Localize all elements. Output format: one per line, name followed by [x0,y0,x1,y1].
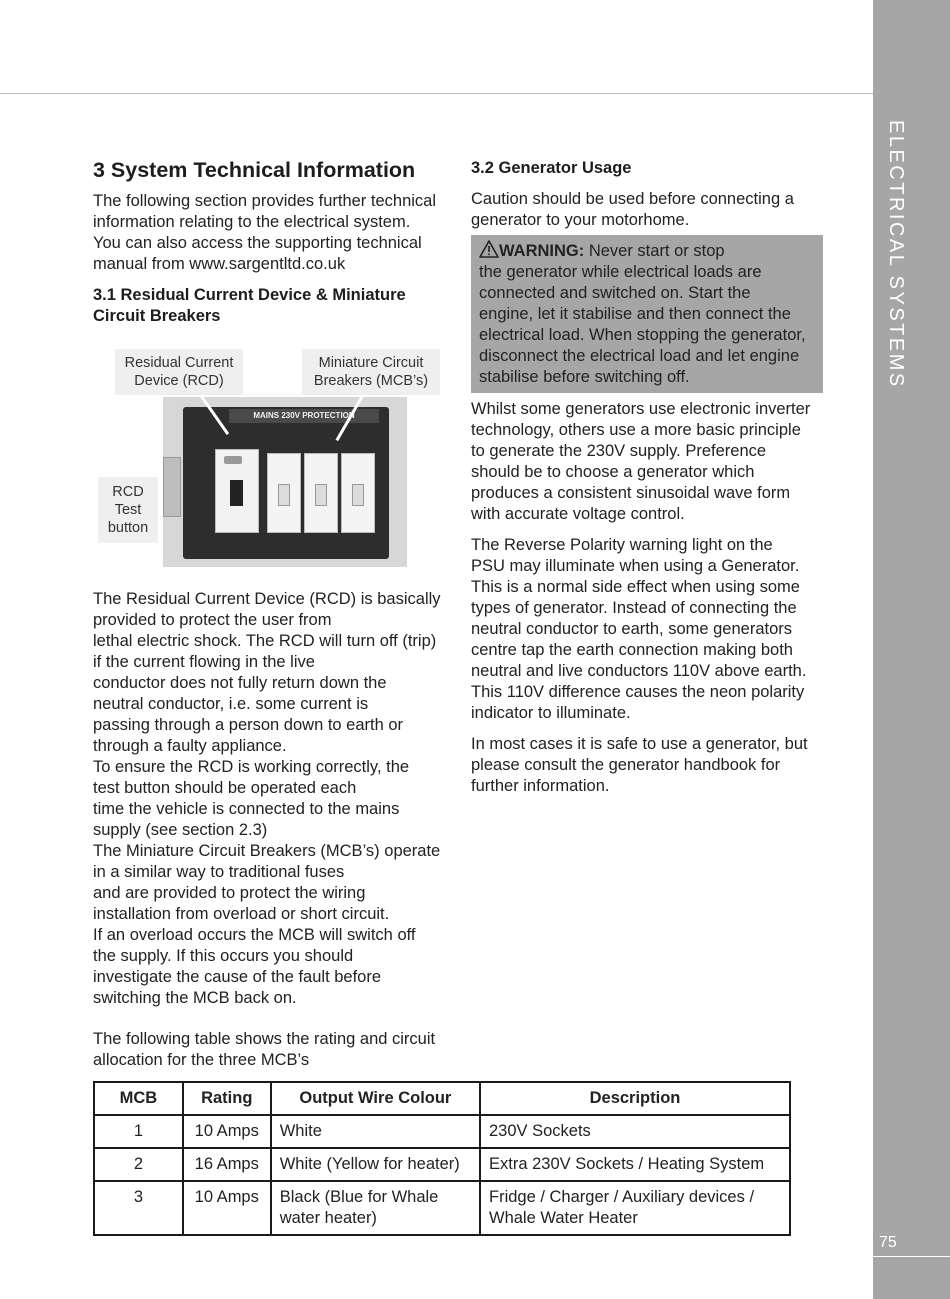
text-line: connected and switched on. Start the [479,284,751,302]
rcd-test-button-shape [224,456,242,464]
mcb-toggle [278,484,290,506]
text-line: The Reverse Polarity warning light on the [471,536,773,554]
text-line: types of generator. Instead of connecting the [471,599,797,617]
text-line: neutral and live conductors 110V above earth. [471,662,807,680]
text-line: In most cases it is safe to use a generator, but [471,735,808,753]
callout-line: Residual Current [124,355,234,371]
text-line: the generator while electrical loads are [479,263,762,281]
col-header-wire-colour: Output Wire Colour [271,1082,480,1115]
text-line: White [279,1122,322,1140]
header-rule [0,93,873,94]
text-line: indicator to illuminate. [471,704,631,722]
text-line: technology, others use a more basic principle [471,421,801,439]
text-line: provided to protect the user from [93,611,332,629]
col-header-description: Description [480,1082,790,1115]
panel-strip-label: MAINS 230V PROTECTION [229,409,379,423]
text-line: if the current flowing in the live [93,653,315,671]
rcd-mcb-body [93,589,458,1019]
text-line: generator to your motorhome. [471,211,690,229]
text-line: allocation for the three MCB’s [93,1051,310,1069]
text-line: installation from overload or short circuit. [93,905,390,923]
breaker-panel [183,407,389,559]
intro-paragraph [93,191,458,275]
table-row [94,1148,790,1181]
mcb-unit [304,453,338,533]
callout-test-button [98,477,158,543]
consumer-unit-figure [107,347,443,567]
cell-rating: 10 Amps [183,1181,271,1235]
text-line: water heater) [279,1209,377,1227]
rcd-unit [215,449,259,533]
text-line: PSU may illuminate when using a Generator. [471,557,800,575]
text-line: neutral conductor to earth, some generators [471,620,793,638]
mcb-toggle [352,484,364,506]
text-line: stabilise before switching off. [479,368,690,386]
text-line: investigate the cause of the fault before [93,968,382,986]
mcb-toggle [315,484,327,506]
callout-line: Test [114,502,142,518]
text-line: supply (see section 2.3) [93,821,268,839]
table-intro [93,1029,458,1071]
callout-rcd [115,349,243,395]
warning-box [471,235,823,393]
text-line: in a similar way to traditional fuses [93,863,345,881]
text-line: please consult the generator handbook for [471,756,781,774]
text-line: The Miniature Circuit Breakers (MCB’s) operate [93,842,441,860]
text-line: information relating to the electrical system. [93,213,411,231]
col-header-mcb: MCB [94,1082,183,1115]
text-line: should be to choose a generator which [471,463,755,481]
callout-line: RCD [112,484,144,500]
text-line: centre tap the earth connection making both [471,641,793,659]
text-line: Black (Blue for Whale [279,1188,439,1206]
handbook-paragraph [471,734,823,797]
warning-triangle-icon [479,240,499,258]
table-row [94,1115,790,1148]
text-line: Whilst some generators use electronic inverter [471,400,811,418]
text-line: through a faulty appliance. [93,737,287,755]
cell-wire-colour [271,1181,480,1235]
table-header-row [94,1082,790,1115]
callout-line: Breakers (MCB’s) [313,373,429,389]
text-line: The Residual Current Device (RCD) is basically [93,590,441,608]
cell-mcb: 1 [94,1115,183,1148]
text-line: neutral conductor, i.e. some current is [93,695,369,713]
cell-description [480,1148,790,1181]
cell-mcb: 3 [94,1181,183,1235]
cell-description [480,1181,790,1235]
text-line: passing through a person down to earth or [93,716,404,734]
subsection-title-rcd: 3.1 Residual Current Device & Miniature Circuit Breakers [93,286,406,325]
text-line: with accurate voltage control. [471,505,685,523]
text-line: lethal electric shock. The RCD will turn off (trip) [93,632,437,650]
mcb-table [93,1081,791,1236]
text-line: If an overload occurs the MCB will switch off [93,926,416,944]
text-line: further information. [471,777,610,795]
text-line: to generate the 230V supply. Preference [471,442,767,460]
warning-first-line [479,240,815,262]
text-line: White (Yellow for heater) [279,1155,460,1173]
callout-line: Device (RCD) [134,373,224,389]
cell-wire-colour [271,1148,480,1181]
text-line: time the vehicle is connected to the mains [93,800,400,818]
text-line: test button should be operated each [93,779,357,797]
cell-description [480,1115,790,1148]
side-chapter-title: ELECTRICAL SYSTEMS [885,120,907,389]
rcd-toggle [230,480,243,506]
left-column [93,156,458,327]
text-line: This is a normal side effect when using some [471,578,800,596]
right-column [471,158,823,807]
cell-wire-colour [271,1115,480,1148]
mcb-unit [267,453,301,533]
table-row [94,1181,790,1235]
reverse-polarity-paragraph [471,535,823,724]
section-title: 3 System Technical Information [93,158,416,182]
cell-rating: 10 Amps [183,1115,271,1148]
text-line: manual from www.sargentltd.co.uk [93,255,346,273]
text-line: conductor does not fully return down the [93,674,387,692]
text-line: Extra 230V Sockets / Heating System [489,1155,765,1173]
subsection-title-generator: 3.2 Generator Usage [471,159,632,177]
text-line: Fridge / Charger / Auxiliary devices / [489,1188,755,1206]
warning-label: WARNING: [499,242,585,260]
text-line: 230V Sockets [489,1122,591,1140]
text-line: To ensure the RCD is working correctly, the [93,758,410,776]
inverter-paragraph [471,399,823,525]
page-number: 75 [879,1234,897,1251]
cell-mcb: 2 [94,1148,183,1181]
text-line: Whale Water Heater [489,1209,638,1227]
text-line: switching the MCB back on. [93,989,297,1007]
mcb-unit [341,453,375,533]
callout-line: Miniature Circuit [318,355,424,371]
text-line: produces a consistent sinusoidal wave form [471,484,791,502]
text-line: The following table shows the rating and circuit [93,1030,436,1048]
text-line: You can also access the supporting technical [93,234,422,252]
body-paragraph [93,589,458,1009]
consumer-unit-photo [163,397,407,567]
text-line: the supply. If this occurs you should [93,947,354,965]
cell-rating: 16 Amps [183,1148,271,1181]
callout-mcb [302,349,440,395]
text-line: Caution should be used before connecting a [471,190,794,208]
callout-line: button [107,520,149,536]
photo-side-switch [163,457,181,517]
text-line: engine, let it stabilise and then connect the [479,305,791,323]
text-line: electrical load. When stopping the generator, [479,326,806,344]
page-number-rule [873,1256,950,1257]
text-line: This 110V difference causes the neon polarity [471,683,805,701]
text-line: The following section provides further technical [93,192,437,210]
caution-paragraph [471,189,823,231]
text-line: and are provided to protect the wiring [93,884,366,902]
text-line: disconnect the electrical load and let engine [479,347,800,365]
warning-first-text: Never start or stop [584,242,725,260]
col-header-rating: Rating [183,1082,271,1115]
